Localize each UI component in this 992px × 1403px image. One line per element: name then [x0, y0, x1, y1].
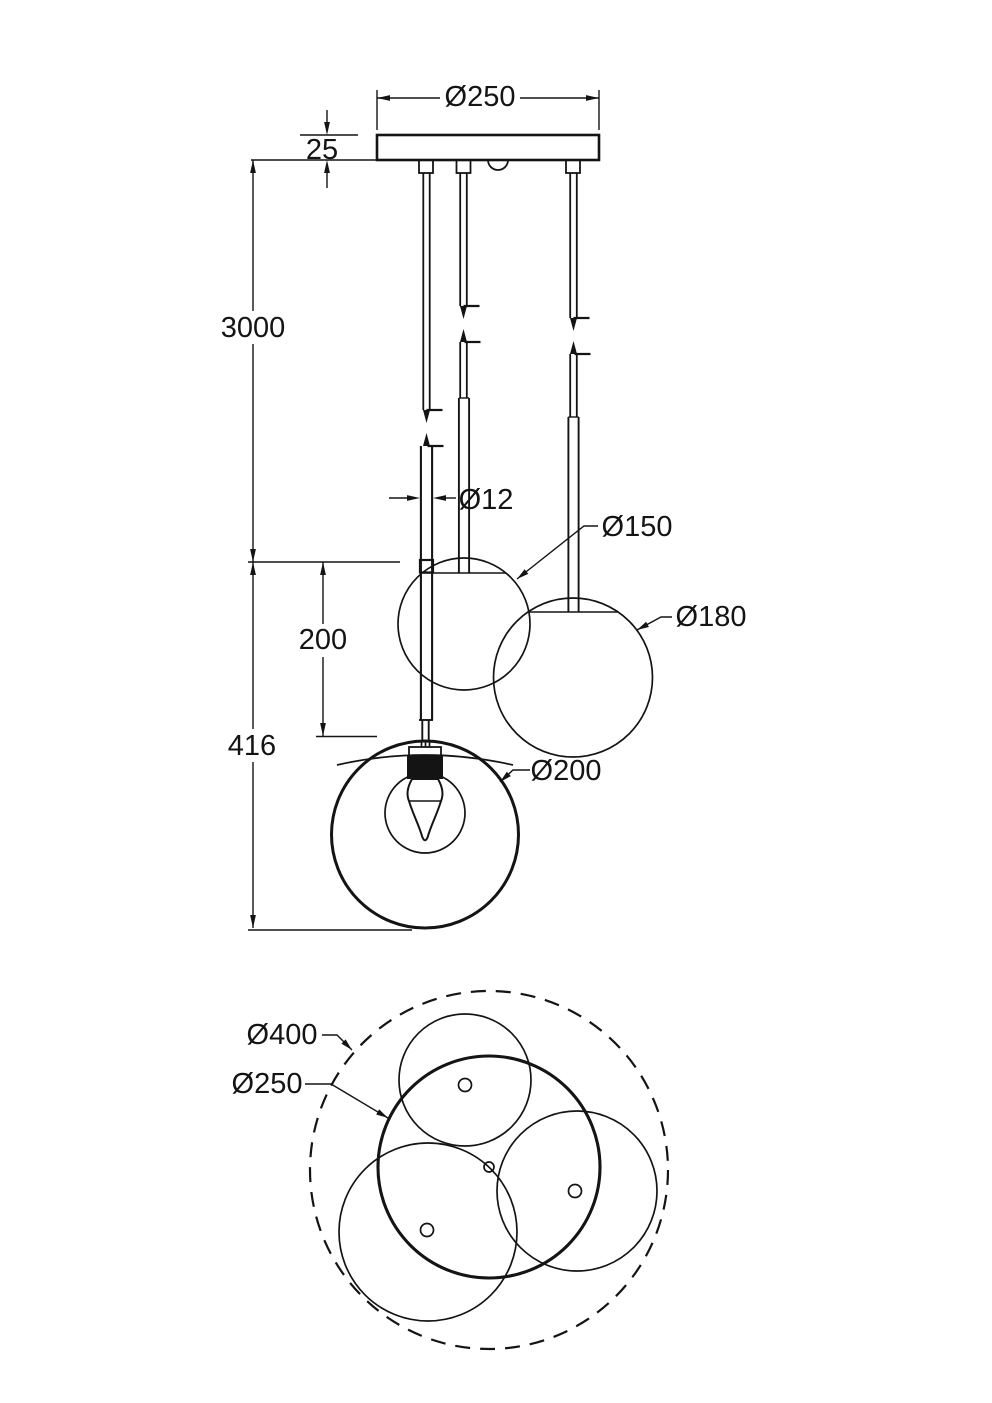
rod-drop-label: 200	[298, 624, 348, 656]
canopy-plate	[377, 135, 599, 160]
leader-overall-diameter	[247, 1019, 352, 1051]
small-globe	[398, 558, 530, 690]
cable-hole-right	[569, 1185, 582, 1198]
leader-small-globe	[517, 511, 672, 579]
dim-pendant-height	[225, 562, 280, 928]
medium-globe-label: Ø180	[675, 601, 747, 633]
cable-connector-right	[566, 160, 580, 173]
large-globe-bottom	[339, 1143, 517, 1321]
canopy-center-bump	[488, 160, 508, 170]
large-globe-assembly	[332, 560, 519, 928]
break-icon	[570, 318, 591, 354]
candle-bulb	[407, 779, 442, 840]
pendant-height-label: 416	[227, 730, 277, 762]
cable-hole-top	[459, 1079, 472, 1092]
cable-connector-middle	[457, 160, 471, 173]
small-globe-label: Ø150	[601, 511, 673, 543]
break-icon	[423, 410, 444, 446]
canopy-thickness-label: 25	[305, 134, 339, 166]
large-globe-label: Ø200	[530, 755, 602, 787]
overall-diameter-label: Ø400	[246, 1019, 318, 1051]
dim-rod-diameter	[389, 484, 513, 516]
bottom-view	[232, 991, 668, 1349]
lamp-socket	[407, 756, 443, 780]
canopy-diameter-label: Ø250	[444, 81, 516, 113]
dim-rod-drop	[296, 562, 351, 736]
medium-globe	[494, 598, 653, 757]
cable-connector-left	[419, 160, 433, 173]
suspension-length-label: 3000	[220, 312, 286, 344]
break-icon	[460, 306, 481, 342]
side-view	[214, 81, 746, 930]
medium-globe-bottom	[497, 1111, 657, 1271]
rod-diameter-label: Ø12	[458, 484, 514, 516]
leader-canopy-plate	[232, 1068, 388, 1118]
leader-large-globe	[500, 755, 601, 787]
cable-hole-left	[421, 1224, 434, 1237]
canopy-plate-label: Ø250	[231, 1068, 303, 1100]
dim-suspension-length	[214, 160, 292, 562]
dim-canopy-diameter	[377, 81, 599, 113]
right-suspension	[568, 173, 578, 612]
leader-medium-globe	[637, 601, 746, 633]
dim-canopy-thickness	[306, 110, 338, 188]
cable-break-symbols	[423, 306, 591, 446]
